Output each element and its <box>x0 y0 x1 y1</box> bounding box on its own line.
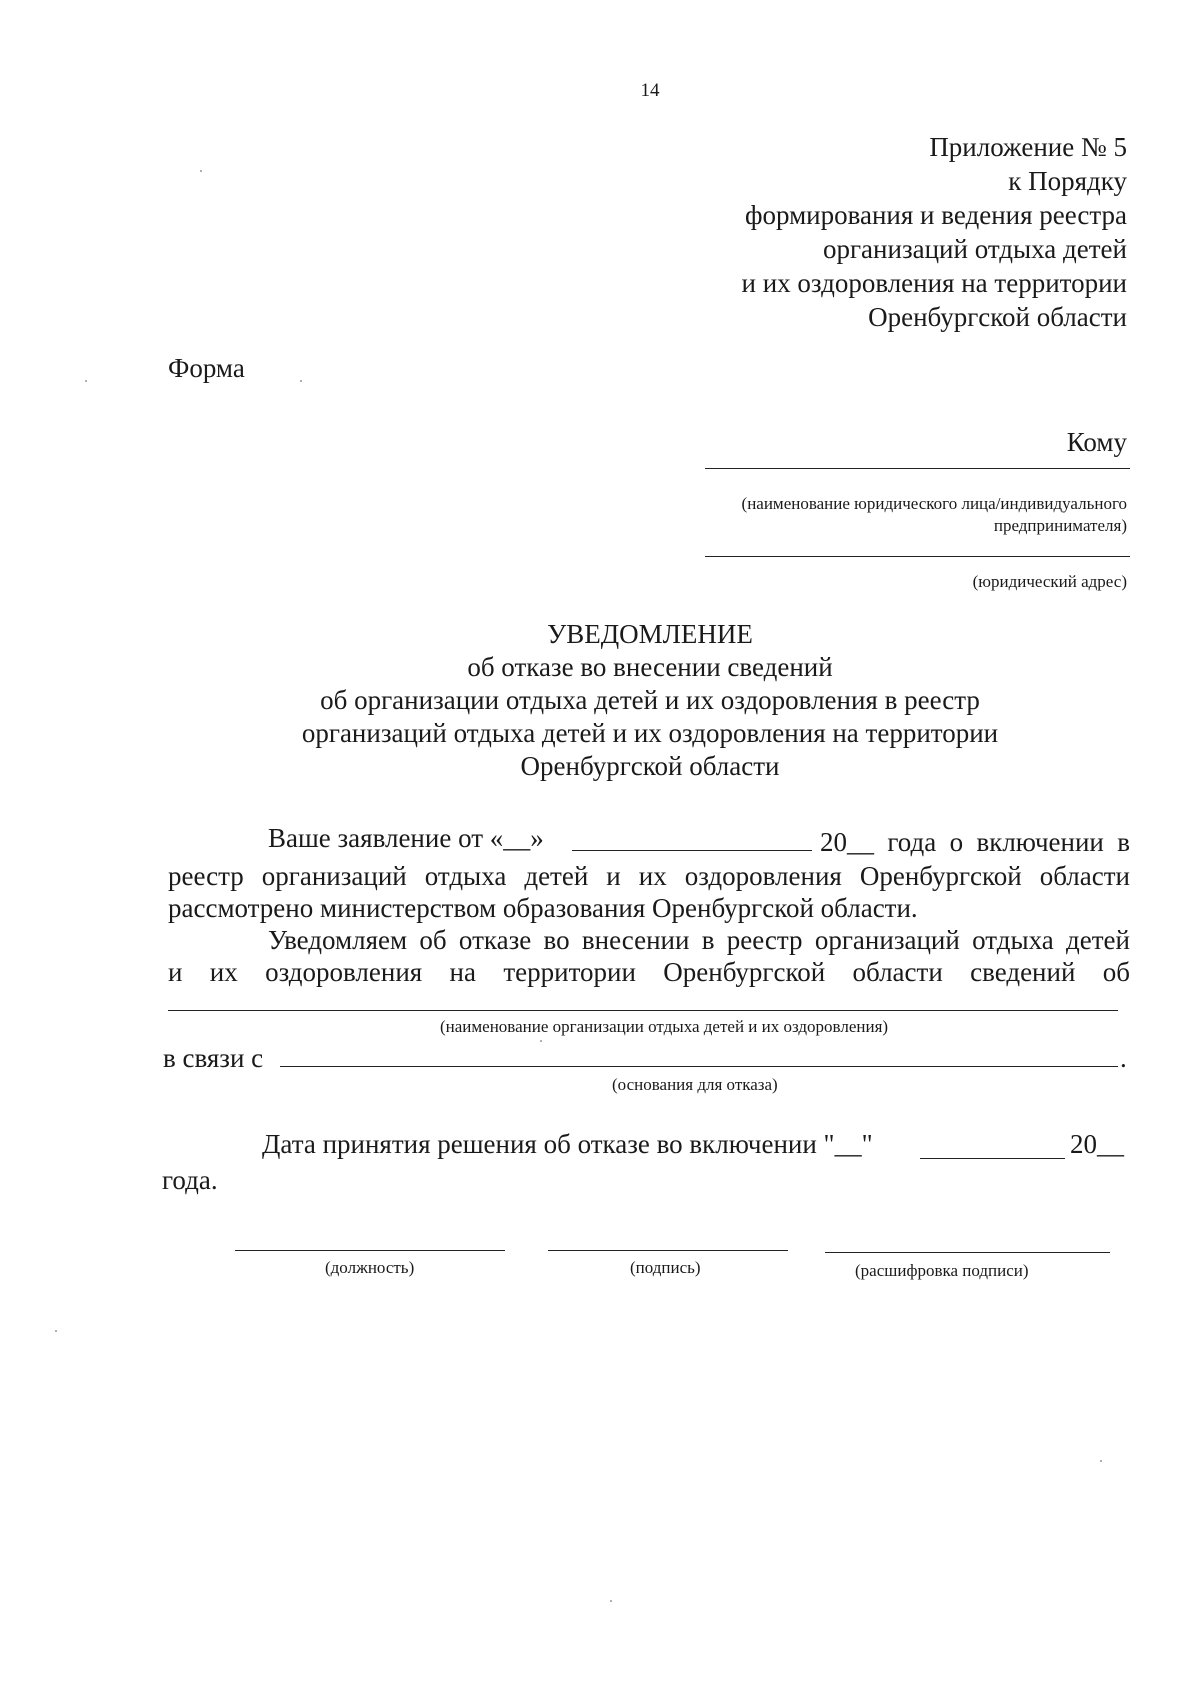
decision-year-text: 20__ <box>1070 1129 1124 1159</box>
caption-line: (наименование юридического лица/индивидуального <box>741 494 1127 513</box>
title-line: об организации отдыха детей и их оздоровления в реестр <box>320 685 980 715</box>
document-title <box>0 618 1200 783</box>
recipient-entity-caption <box>742 493 1127 537</box>
decision-date-line[interactable] <box>920 1158 1065 1159</box>
appendix-line: Приложение № 5 <box>929 132 1127 162</box>
position-caption: (должность) <box>325 1258 415 1277</box>
scan-speck <box>1100 1460 1102 1462</box>
decision-date-text: Дата принятия решения об отказе во включении "__" <box>262 1129 873 1159</box>
scan-speck <box>85 380 87 382</box>
paragraph-line: реестр организаций отдыха детей и их оздоровления Оренбургской области <box>168 861 1130 891</box>
caption-line: предпринимателя) <box>993 516 1127 535</box>
signature-decoding-caption: (расшифровка подписи) <box>855 1261 1029 1280</box>
appendix-reference <box>742 130 1128 334</box>
paragraph-line: Уведомляем об отказе во внесении в реестр организаций отдыха детей <box>268 925 1130 955</box>
reason-end-dot: . <box>1120 1043 1127 1073</box>
form-label: Форма <box>168 353 245 383</box>
title-line: об отказе во внесении сведений <box>467 652 833 682</box>
appendix-line: к Порядку <box>1008 166 1127 196</box>
paragraph-line: и их оздоровления на территории Оренбургской области сведений об <box>168 957 1130 987</box>
paragraph-line: рассмотрено министерством образования Оренбургской области. <box>168 893 918 923</box>
reason-prefix: в связи с <box>163 1043 264 1073</box>
scan-speck <box>55 1330 57 1332</box>
scan-speck <box>300 380 302 382</box>
signature-decoding-line[interactable] <box>825 1252 1110 1253</box>
scan-speck <box>540 1040 542 1042</box>
application-date-line[interactable] <box>572 850 812 851</box>
signature-caption: (подпись) <box>630 1258 701 1277</box>
reason-caption: (основания для отказа) <box>612 1075 778 1094</box>
recipient-entity-line[interactable] <box>705 468 1130 469</box>
appendix-line: и их оздоровления на территории <box>741 268 1127 298</box>
position-line[interactable] <box>235 1250 505 1251</box>
title-line: организаций отдыха детей и их оздоровления на территории <box>301 718 999 748</box>
scan-speck <box>610 1600 612 1602</box>
title-line: Оренбургской области <box>520 751 780 781</box>
recipient-address-caption: (юридический адрес) <box>972 572 1127 591</box>
reason-line[interactable] <box>280 1066 1118 1067</box>
recipient-address-line[interactable] <box>705 556 1130 557</box>
appendix-line: организаций отдыха детей <box>822 234 1127 264</box>
scan-speck <box>200 170 202 172</box>
application-year-text: 20__ года о включении в <box>820 827 1130 857</box>
recipient-label: Кому <box>1066 427 1127 457</box>
page-number: 14 <box>640 80 660 101</box>
title-heading: УВЕДОМЛЕНИЕ <box>547 619 753 649</box>
appendix-line: Оренбургской области <box>868 302 1127 332</box>
signature-line[interactable] <box>548 1250 788 1251</box>
application-date-text: Ваше заявление от «__» <box>268 823 544 853</box>
organization-name-line[interactable] <box>168 1010 1118 1011</box>
appendix-line: формирования и ведения реестра <box>744 200 1127 230</box>
organization-name-caption: (наименование организации отдыха детей и их оздоровления) <box>440 1017 889 1036</box>
decision-date-end: года. <box>162 1165 218 1195</box>
